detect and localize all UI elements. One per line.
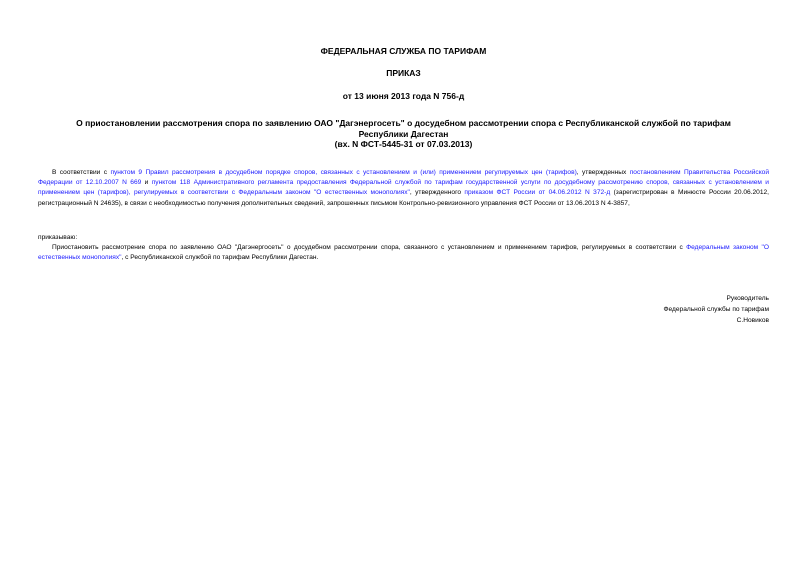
document-type: ПРИКАЗ [386,68,421,78]
title-line-3: (вх. N ФСТ-5445-31 от 07.03.2013) [334,139,473,149]
text-fragment: , утвержденных [576,169,630,176]
link-rules-point-9[interactable]: пунктом 9 Правил рассмотрения в досудебном порядке споров, связанных с установлением и (или) применением регулируемых цен (тарифов) [110,169,577,176]
ordered-label: приказываю: [38,234,78,241]
main-paragraph [38,168,769,209]
text-fragment: В соответствии с [52,169,111,176]
link-admin-regulation-point-118[interactable]: пунктом 118 Административного регламента предоставления Федеральной службой по тарифам государственной услуги по досудебному рассмотрению споров, связанных с установлением и применением цен (тарифов), регулируемых в соответствии с Федеральным законом "О естественных монополиях" [38,179,769,197]
title-line-1: О приостановлении рассмотрения спора по заявлению ОАО "Дагэнергосеть" о досудебном рассмотрении спора с Республиканской службой по тарифам [76,118,731,128]
main-paragraph-block [38,168,769,209]
text-fragment: и [141,179,152,187]
text-fragment: Приостановить рассмотрение спора по заявлению ОАО "Дагэнергосеть" о досудебном рассмотрении спора, связанного с установлением и применением тарифов, регулируемых в соответствии с [52,244,687,251]
signature-position: Руководитель [726,295,769,302]
decision-paragraph [38,243,769,263]
text-fragment: , с Республиканской службой по тарифам Республики Дагестан. [121,254,319,262]
text-fragment: (зарегистрирован в Минюсте России 20.06.2012, регистрационный N 24635), в связи с необходимостью получения дополнительных сведений, запрошенных письмом Контрольно-ревизионного управления ФСТ России от 13.06.2013 N 4-3857, [38,189,770,207]
title-line-2: Республики Дагестан [358,128,449,139]
link-natural-monopolies-law[interactable]: Федеральным законом "О естественных монополиях" [38,244,769,262]
link-government-resolution[interactable]: постановлением Правительства Российской Федерации от 12.10.2007 N 669 [38,169,770,187]
text-fragment: , утвержденного [409,189,465,197]
agency-heading: ФЕДЕРАЛЬНАЯ СЛУЖБА ПО ТАРИФАМ [320,46,487,56]
document-date-number: от 13 июня 2013 года N 756-д [342,91,465,101]
signature-organization: Федеральной службы по тарифам [663,306,769,313]
link-fst-order-372[interactable]: приказом ФСТ России от 04.06.2012 N 372-д [464,189,611,197]
signature-block [664,293,770,326]
document-title [40,118,767,150]
signature-name: С.Новиков [736,317,769,324]
decision-paragraph-block [38,243,769,263]
